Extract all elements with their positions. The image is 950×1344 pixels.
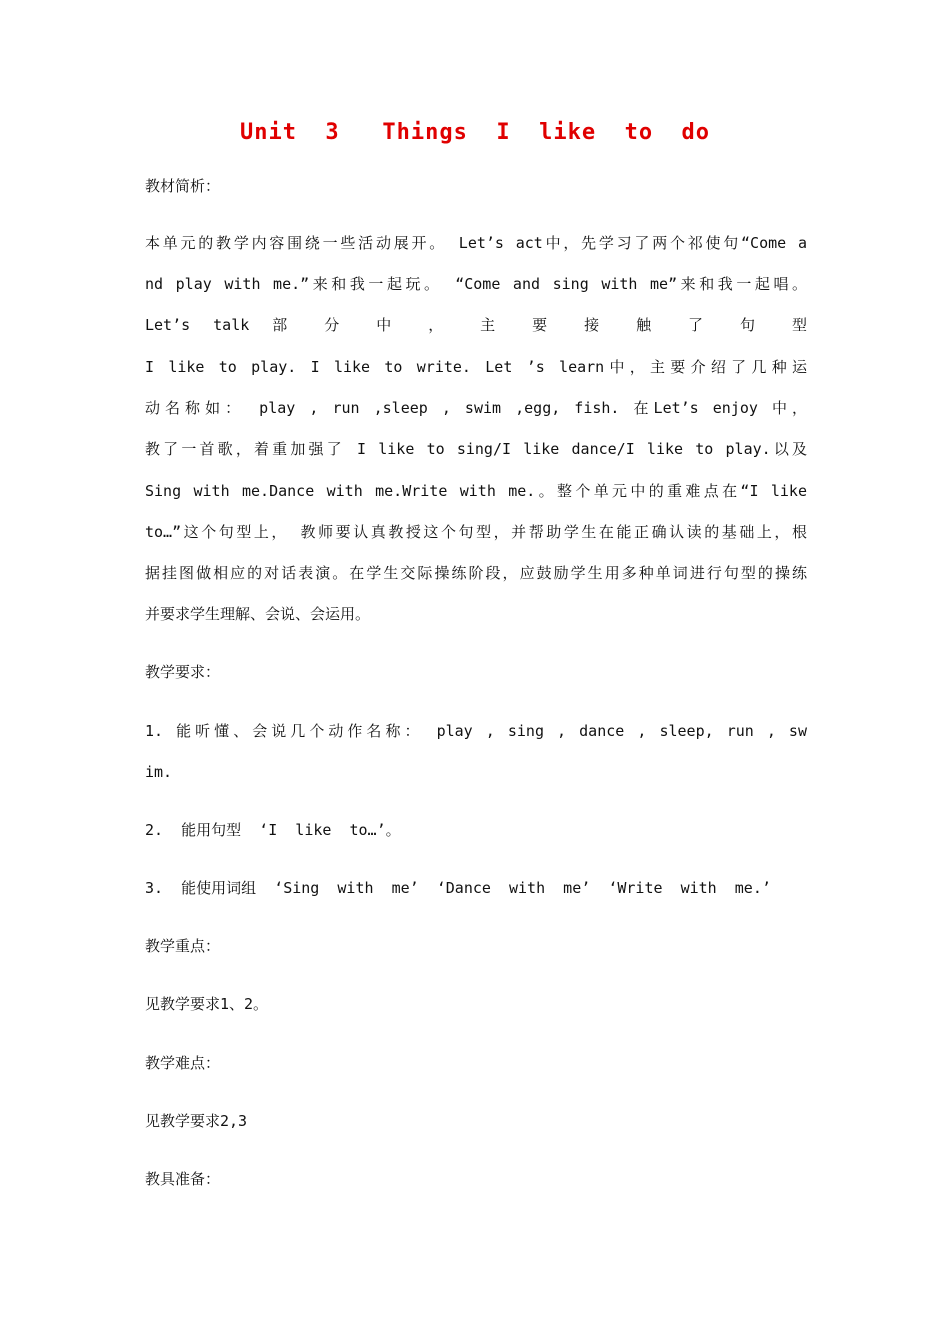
- requirement-3: 3. 能使用词组 ‘Sing with me’ ‘Dance with me’ ‘Write with me.’: [145, 879, 771, 897]
- intro-line-5: 动名称如： play , run ,sleep , swim ,egg, fish. 在Let’s enjoy 中，: [145, 399, 807, 417]
- intro-line-7: Sing with me.Dance with me.Write with me.。整个单元中的重难点在“I like: [145, 482, 807, 500]
- key-points-text: 见教学要求1、2。: [145, 995, 269, 1013]
- intro-heading: 教材简析：: [145, 177, 221, 195]
- intro-line-10: 并要求学生理解、会说、会运用。: [145, 605, 371, 623]
- intro-line-9: 据挂图做相应的对话表演。在学生交际操练阶段，应鼓励学生用多种单词进行句型的操练: [145, 564, 807, 582]
- intro-line-6: 教了一首歌，着重加强了 I like to sing/I like dance/I like to play.以及: [145, 440, 807, 458]
- intro-line-8: to…”这个句型上， 教师要认真教授这个句型，并帮助学生在能正确认读的基础上，根: [145, 523, 807, 541]
- requirement-1-continued: im.: [145, 763, 173, 781]
- requirement-1: 1. 能听懂、会说几个动作名称： play , sing , dance , sleep, run , sw: [145, 722, 807, 740]
- intro-line-2: nd play with me.”来和我一起玩。 “Come and sing with me”来和我一起唱。: [145, 275, 807, 293]
- requirements-heading: 教学要求：: [145, 663, 221, 681]
- teaching-tools-heading: 教具准备：: [145, 1170, 221, 1188]
- intro-line-4: I like to play. I like to write. Let ’s learn中，主要介绍了几种运: [145, 358, 807, 376]
- document-title: Unit 3 Things I like to do: [239, 120, 711, 145]
- difficult-points-heading: 教学难点：: [145, 1054, 221, 1072]
- key-points-heading: 教学重点：: [145, 937, 221, 955]
- intro-line-1: 本单元的教学内容围绕一些活动展开。 Let’s act中，先学习了两个祁使句“Come a: [145, 234, 807, 252]
- difficult-points-text: 见教学要求2,3: [145, 1112, 248, 1130]
- intro-line-3: Let’s talk 部 分 中 ， 主 要 接 触 了 句 型: [145, 316, 807, 334]
- requirement-2: 2. 能用句型 ‘I like to…’。: [145, 821, 401, 839]
